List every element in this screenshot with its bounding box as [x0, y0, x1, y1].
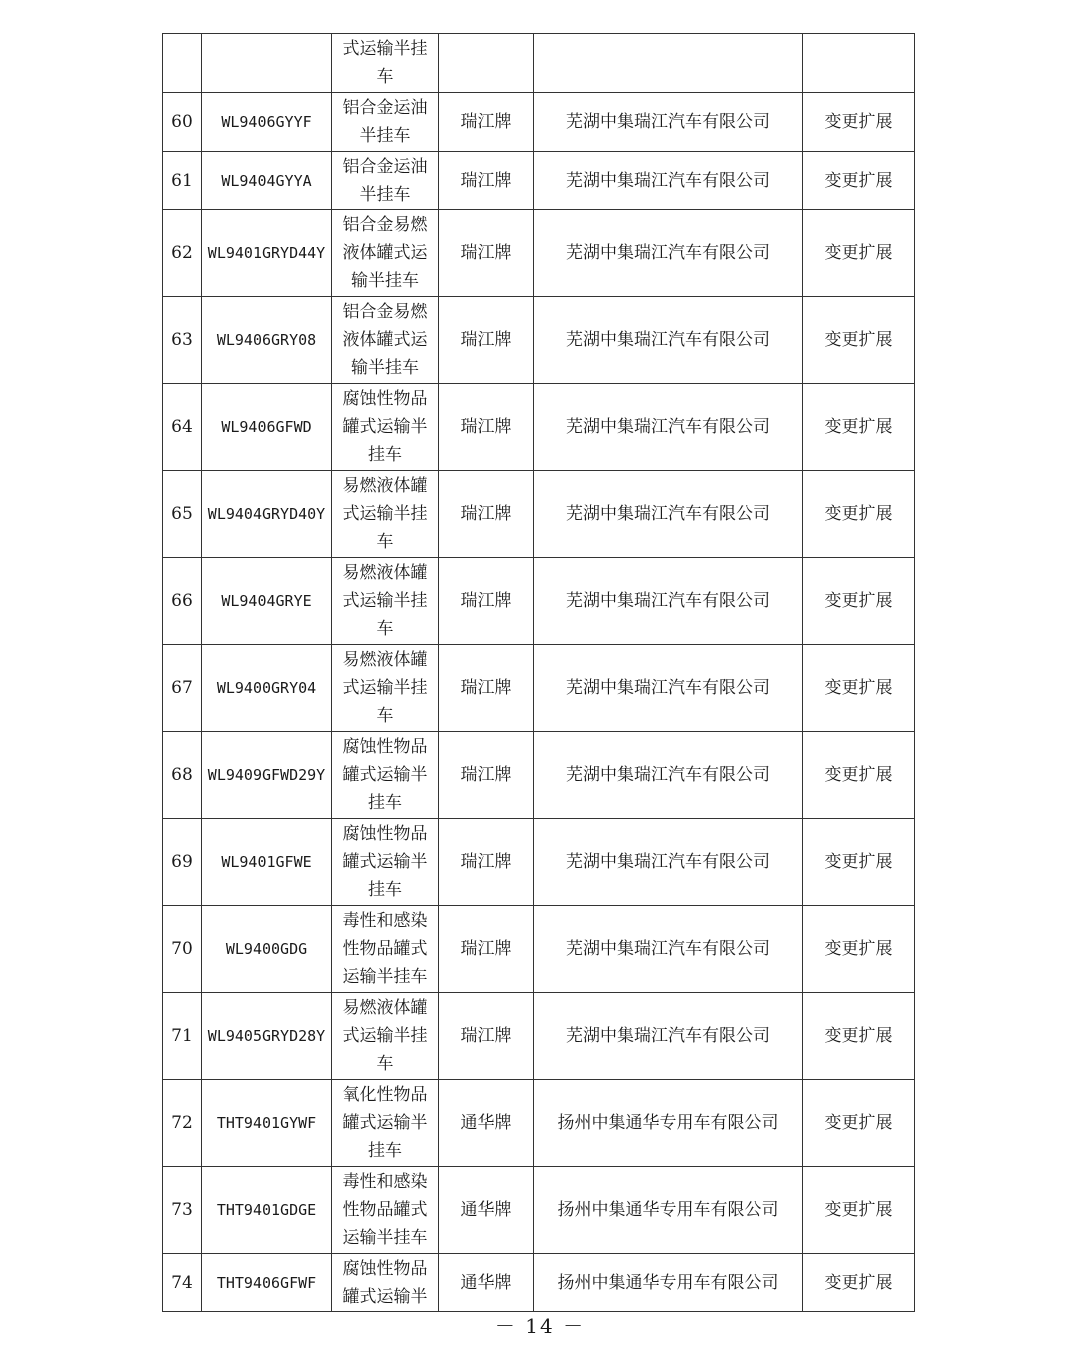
table-row [163, 1080, 915, 1167]
cell-company: 扬州中集通华专用车有限公司 [534, 1080, 803, 1167]
table-row [163, 34, 915, 93]
table-row [163, 152, 915, 210]
cell-company: 芜湖中集瑞江汽车有限公司 [534, 384, 803, 471]
cell-seq: 67 [163, 645, 202, 732]
cell-change-type: 变更扩展 [803, 819, 915, 906]
cell-brand: 瑞江牌 [439, 210, 534, 297]
cell-vehicle-name: 铝合金易燃液体罐式运输半挂车 [332, 210, 439, 297]
cell-model: WL9400GRY04 [202, 645, 332, 732]
cell-seq: 61 [163, 152, 202, 210]
cell-vehicle-name: 毒性和感染性物品罐式运输半挂车 [332, 906, 439, 993]
cell-vehicle-name: 易燃液体罐式运输半挂车 [332, 558, 439, 645]
cell-vehicle-name: 腐蚀性物品罐式运输半挂车 [332, 732, 439, 819]
cell-company: 芜湖中集瑞江汽车有限公司 [534, 210, 803, 297]
cell-brand: 瑞江牌 [439, 152, 534, 210]
cell-seq [163, 34, 202, 93]
cell-seq: 65 [163, 471, 202, 558]
cell-model: WL9404GYYA [202, 152, 332, 210]
table-row [163, 732, 915, 819]
cell-brand: 瑞江牌 [439, 384, 534, 471]
cell-vehicle-name: 腐蚀性物品罐式运输半挂车 [332, 819, 439, 906]
cell-model: WL9406GFWD [202, 384, 332, 471]
cell-brand: 瑞江牌 [439, 645, 534, 732]
cell-vehicle-name: 毒性和感染性物品罐式运输半挂车 [332, 1167, 439, 1254]
table-row [163, 297, 915, 384]
vehicle-table [162, 33, 915, 1312]
cell-vehicle-name: 氧化性物品罐式运输半挂车 [332, 1080, 439, 1167]
cell-brand: 瑞江牌 [439, 93, 534, 152]
cell-model: WL9406GRY08 [202, 297, 332, 384]
cell-vehicle-name: 铝合金易燃液体罐式运输半挂车 [332, 297, 439, 384]
cell-company: 芜湖中集瑞江汽车有限公司 [534, 471, 803, 558]
cell-seq: 71 [163, 993, 202, 1080]
cell-model: WL9400GDG [202, 906, 332, 993]
cell-change-type: 变更扩展 [803, 993, 915, 1080]
cell-vehicle-name: 腐蚀性物品罐式运输半挂车 [332, 384, 439, 471]
cell-change-type: 变更扩展 [803, 732, 915, 819]
cell-brand: 瑞江牌 [439, 906, 534, 993]
cell-model: THT9406GFWF [202, 1254, 332, 1312]
cell-seq: 70 [163, 906, 202, 993]
table-row [163, 471, 915, 558]
table-row [163, 993, 915, 1080]
cell-change-type: 变更扩展 [803, 906, 915, 993]
cell-brand: 瑞江牌 [439, 297, 534, 384]
cell-company: 芜湖中集瑞江汽车有限公司 [534, 732, 803, 819]
cell-company: 芜湖中集瑞江汽车有限公司 [534, 645, 803, 732]
cell-model [202, 34, 332, 93]
cell-seq: 63 [163, 297, 202, 384]
table-row [163, 384, 915, 471]
cell-change-type: 变更扩展 [803, 645, 915, 732]
cell-seq: 72 [163, 1080, 202, 1167]
table-row [163, 210, 915, 297]
cell-change-type: 变更扩展 [803, 384, 915, 471]
cell-vehicle-name: 铝合金运油半挂车 [332, 93, 439, 152]
cell-seq: 60 [163, 93, 202, 152]
cell-model: THT9401GDGE [202, 1167, 332, 1254]
page-number: － 14 － [494, 1314, 586, 1338]
cell-brand: 通华牌 [439, 1080, 534, 1167]
cell-vehicle-name: 易燃液体罐式运输半挂车 [332, 471, 439, 558]
cell-model: WL9406GYYF [202, 93, 332, 152]
cell-company: 芜湖中集瑞江汽车有限公司 [534, 152, 803, 210]
cell-brand: 瑞江牌 [439, 819, 534, 906]
cell-model: WL9409GFWD29Y [202, 732, 332, 819]
table-row [163, 819, 915, 906]
table-row [163, 93, 915, 152]
cell-vehicle-name: 铝合金运油半挂车 [332, 152, 439, 210]
cell-brand: 瑞江牌 [439, 732, 534, 819]
cell-seq: 73 [163, 1167, 202, 1254]
cell-company: 芜湖中集瑞江汽车有限公司 [534, 993, 803, 1080]
table-row [163, 1167, 915, 1254]
cell-company [534, 34, 803, 93]
cell-change-type: 变更扩展 [803, 471, 915, 558]
cell-company: 扬州中集通华专用车有限公司 [534, 1254, 803, 1312]
cell-change-type: 变更扩展 [803, 93, 915, 152]
cell-vehicle-name: 易燃液体罐式运输半挂车 [332, 993, 439, 1080]
cell-company: 芜湖中集瑞江汽车有限公司 [534, 297, 803, 384]
table-row [163, 645, 915, 732]
cell-model: WL9404GRYD40Y [202, 471, 332, 558]
cell-brand: 瑞江牌 [439, 993, 534, 1080]
cell-company: 芜湖中集瑞江汽车有限公司 [534, 819, 803, 906]
cell-change-type: 变更扩展 [803, 297, 915, 384]
cell-change-type: 变更扩展 [803, 558, 915, 645]
cell-seq: 64 [163, 384, 202, 471]
cell-change-type: 变更扩展 [803, 210, 915, 297]
cell-brand: 瑞江牌 [439, 471, 534, 558]
cell-change-type: 变更扩展 [803, 1254, 915, 1312]
table-row [163, 1254, 915, 1312]
cell-change-type: 变更扩展 [803, 1080, 915, 1167]
cell-model: WL9404GRYE [202, 558, 332, 645]
cell-brand: 通华牌 [439, 1167, 534, 1254]
cell-brand: 瑞江牌 [439, 558, 534, 645]
cell-brand [439, 34, 534, 93]
cell-company: 芜湖中集瑞江汽车有限公司 [534, 93, 803, 152]
cell-company: 芜湖中集瑞江汽车有限公司 [534, 906, 803, 993]
cell-seq: 62 [163, 210, 202, 297]
cell-model: THT9401GYWF [202, 1080, 332, 1167]
cell-seq: 68 [163, 732, 202, 819]
cell-company: 芜湖中集瑞江汽车有限公司 [534, 558, 803, 645]
cell-vehicle-name: 易燃液体罐式运输半挂车 [332, 645, 439, 732]
cell-model: WL9401GFWE [202, 819, 332, 906]
cell-seq: 74 [163, 1254, 202, 1312]
cell-vehicle-name: 腐蚀性物品罐式运输半 [332, 1254, 439, 1312]
cell-change-type [803, 34, 915, 93]
cell-brand: 通华牌 [439, 1254, 534, 1312]
cell-seq: 66 [163, 558, 202, 645]
table-row [163, 558, 915, 645]
cell-vehicle-name: 式运输半挂车 [332, 34, 439, 93]
table-row [163, 906, 915, 993]
cell-seq: 69 [163, 819, 202, 906]
cell-model: WL9401GRYD44Y [202, 210, 332, 297]
cell-model: WL9405GRYD28Y [202, 993, 332, 1080]
cell-change-type: 变更扩展 [803, 1167, 915, 1254]
cell-change-type: 变更扩展 [803, 152, 915, 210]
cell-company: 扬州中集通华专用车有限公司 [534, 1167, 803, 1254]
